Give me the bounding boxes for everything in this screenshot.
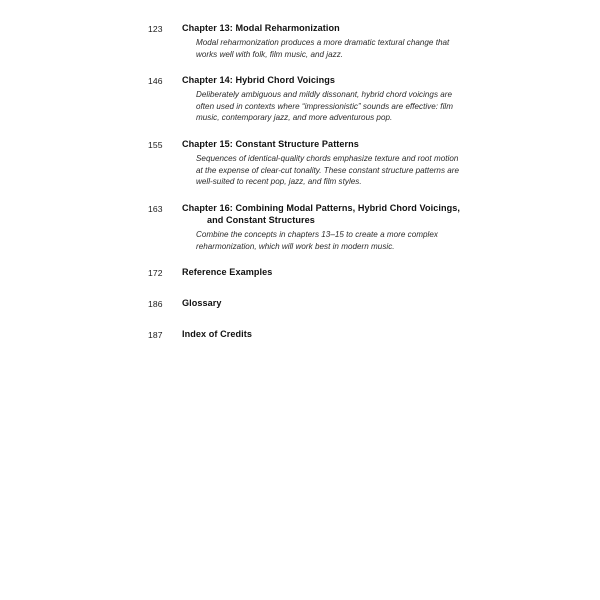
toc-entry-body [178, 328, 540, 341]
toc-entry-title [182, 202, 540, 227]
toc-entry[interactable] [148, 74, 540, 124]
toc-entry[interactable] [148, 202, 540, 253]
toc-entry-description: Deliberately ambiguous and mildly dissonant, hybrid chord voicings are often used in contexts where “impressionistic” sounds are effective: film music, contemporary jazz, and more adventurous pop. [196, 90, 453, 123]
toc-entry-title: Index of Credits [182, 329, 252, 340]
toc-entry-row [148, 74, 540, 124]
toc-page-number: 186 [148, 299, 163, 310]
toc-entry-title: Chapter 13: Modal Reharmonization [182, 23, 340, 33]
toc-entry[interactable] [148, 328, 540, 341]
toc-entry-title: Glossary [182, 298, 222, 309]
toc-page-number: 172 [148, 268, 163, 279]
toc-entry[interactable] [148, 138, 540, 188]
toc-entry-title-line1: Chapter 16: Combining Modal Patterns, Hybrid Chord Voicings, [182, 202, 460, 213]
toc-entry[interactable] [148, 22, 540, 60]
toc-entry-title-line2: and Constant Structures [207, 215, 315, 226]
toc-entry-row [148, 266, 540, 279]
toc-entry[interactable] [148, 266, 540, 279]
toc-entry-body [178, 74, 540, 124]
toc-entry-description: Modal reharmonization produces a more dramatic textural change that works well with folk, film music, and jazz. [196, 38, 450, 59]
toc-page-number: 155 [148, 139, 163, 150]
toc-entry-row [148, 202, 540, 253]
toc-page-number: 163 [148, 203, 163, 214]
toc-entry-description: Combine the concepts in chapters 13–15 to create a more complex reharmonization, which will work best in modern music. [196, 230, 438, 251]
toc-entry-body [178, 22, 540, 60]
toc-entry-title: Chapter 15: Constant Structure Patterns [182, 138, 359, 149]
toc-entry-description: Sequences of identical-quality chords emphasize texture and root motion at the expense of clear-cut tonality. These constant structure patterns are well-suited to recent pop, jazz, and film styles. [196, 153, 460, 187]
toc-entry[interactable] [148, 297, 540, 310]
toc-entry-row [148, 138, 540, 188]
toc-entry-title: Chapter 14: Hybrid Chord Voicings [182, 75, 336, 86]
toc-page-number: 123 [148, 24, 163, 34]
toc-entry-body [178, 297, 540, 310]
toc-entry-row [148, 22, 540, 60]
toc-entry-body [178, 266, 540, 279]
toc-page-number: 146 [148, 76, 163, 87]
toc-entry-row [148, 297, 540, 310]
toc-entry-body [178, 138, 540, 188]
toc-entry-title: Reference Examples [182, 267, 273, 278]
toc-entry-row [148, 328, 540, 341]
toc-entry-body [178, 202, 540, 253]
toc-page-number: 187 [148, 330, 163, 341]
